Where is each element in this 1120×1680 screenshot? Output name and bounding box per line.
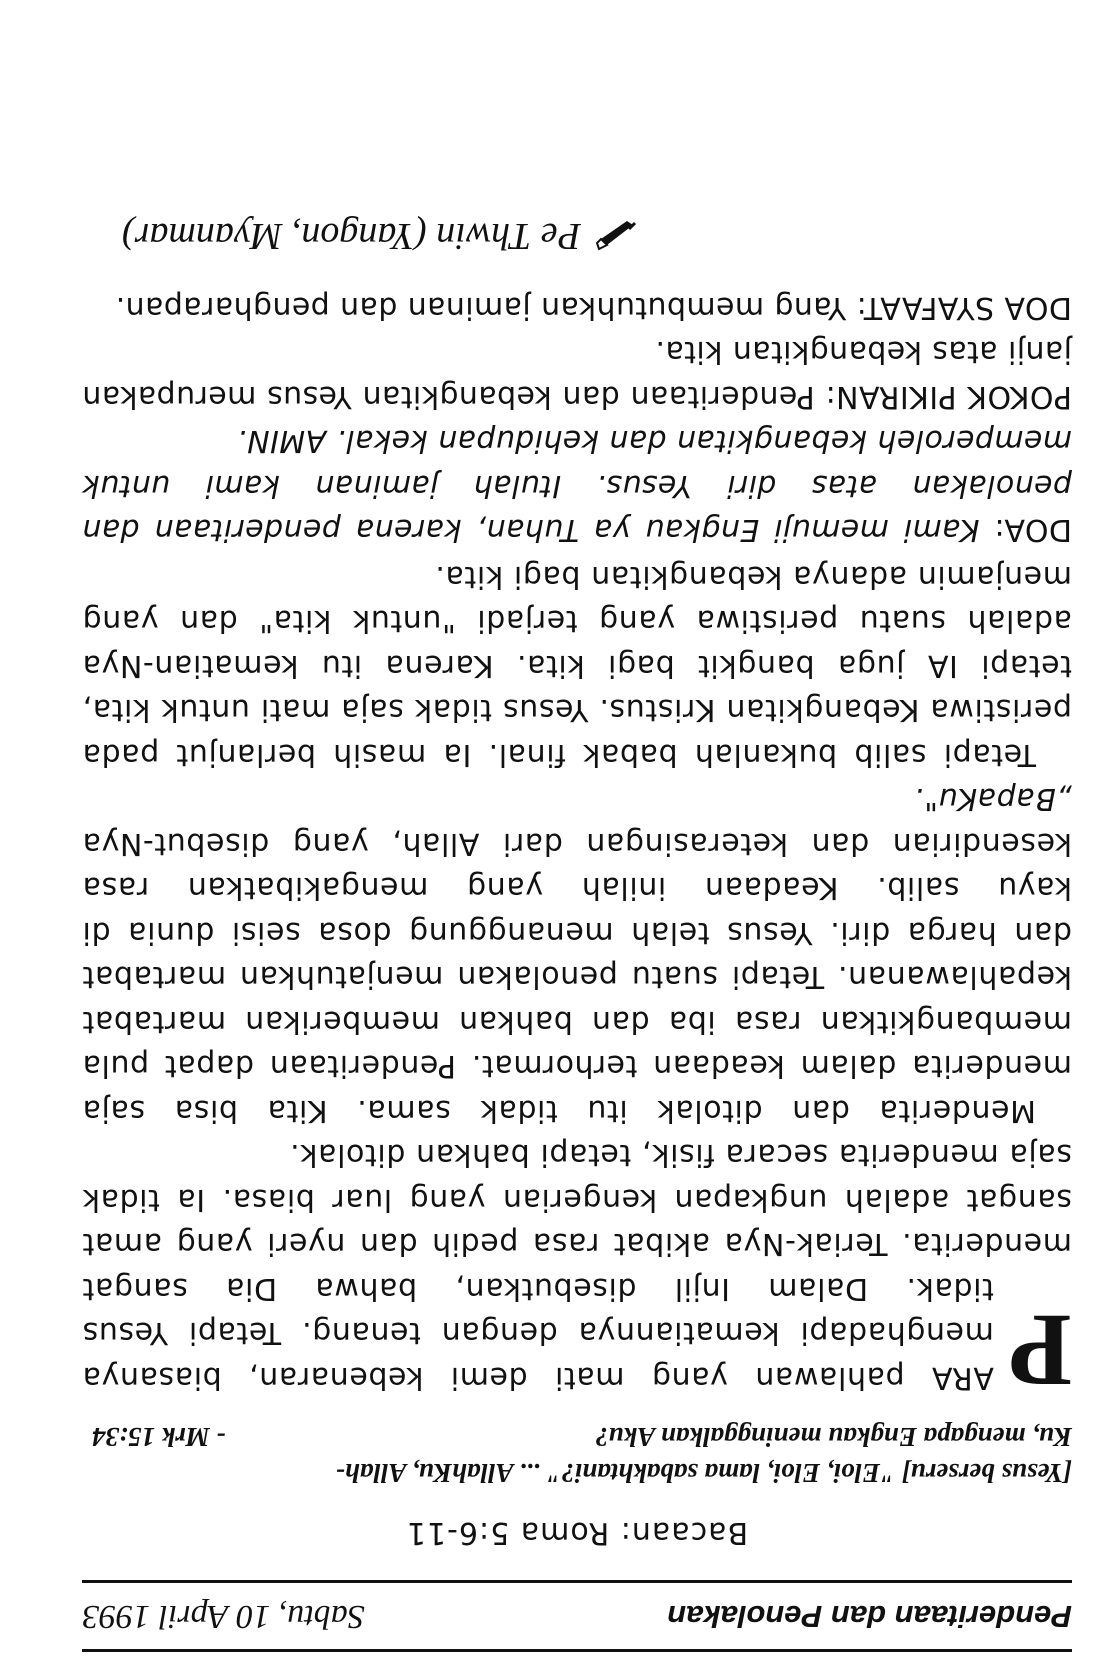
prayer-label: DOA: xyxy=(994,512,1072,548)
author-signature xyxy=(82,215,1072,259)
paragraph-1 xyxy=(82,1132,1072,1408)
paragraph-1-text: ARA pahlawan yang mati demi kebenaran, biasanya menghadapi kematiannya dengan tenang. Tetapi Yesus tidak. Dalam Injil disebutkan, bahwa Dia sangat menderita. Teriak-Nya akibat rasa pedih dan nyeri yang amat sangat adalah ungkapan kengerian yang luar biasa. Ia tidak saja menderita secara fisik, tetapi bahkan ditolak. xyxy=(82,1137,1072,1395)
paragraph-2 xyxy=(82,776,1072,1132)
verse-line-2: Ku, mengapa Engkau meninggalkan Aku? xyxy=(595,1422,1072,1452)
key-verse xyxy=(82,1419,1072,1491)
author-name: Pe Thwin (Yangon, Myanmar) xyxy=(122,215,581,258)
prayer xyxy=(82,418,1072,552)
paragraph-2-emphasis: „BapaKu". xyxy=(913,781,1072,817)
verse-line-1: [Yesus berseru] "Eloi, Eloi, lama sabakhtani?" ... AllahKu, Allah- xyxy=(335,1458,1072,1488)
prayer-text: Kami memuji Engkau ya Tuhan, karena penderitaan dan penolakan atas diri Yesus. Itulah jaminan kami untuk memperoleh kebangkitan dan kehidupan kekal. AMIN. xyxy=(82,423,1072,548)
page-title: Penderitaan dan Penolakan xyxy=(667,1599,1072,1634)
paragraph-3: Tetapi salib bukanlah babak final. Ia masih berlanjut pada peristiwa Kebangkitan Kristus. Yesus tidak saja mati untuk kita, tetapi IA juga bangkit bagi kita. Karena itu kematian-Nya adalah suatu peristiwa yang terjadi "untuk kita" dan yang menjamin adanya kebangkitan bagi kita. xyxy=(82,559,1072,772)
pen-icon xyxy=(595,222,637,252)
page-header xyxy=(82,1580,1072,1652)
intercession-prayer: DOA SYAFAAT: Yang membutuhkan jaminan dan pengharapan. xyxy=(115,290,1072,325)
key-thought: POKOK PIKIRAN: Penderitaan dan kebangkitan Yesus merupakan janji atas kebangkitan kita. xyxy=(82,334,1072,414)
page-date: Sabtu, 10 April 1993 xyxy=(82,1598,365,1635)
paragraph-2-text: Menderita dan ditolak itu tidak sama. Kita bisa saja menderita dalam keadaan terhormat. Penderitaan dapat pula membangkitkan rasa iba dan bahkan memberikan martabat kepahlawanan. Tetapi suatu penolakan menjatuhkan martabat dan harga diri. Yesus telah menanggung dosa seisi dunia di kayu salib. Keadaan inilah yang mengakibatkan rasa kesendirian dan keterasingan dari Allah, yang disebut-Nya xyxy=(82,826,1072,1128)
drop-cap: P xyxy=(1007,1293,1072,1408)
verse-reference: - Mrk 15:34 xyxy=(92,1422,226,1452)
body-text xyxy=(82,554,1072,1408)
scripture-reading: Bacaan: Roma 5:6-11 xyxy=(405,1515,749,1550)
